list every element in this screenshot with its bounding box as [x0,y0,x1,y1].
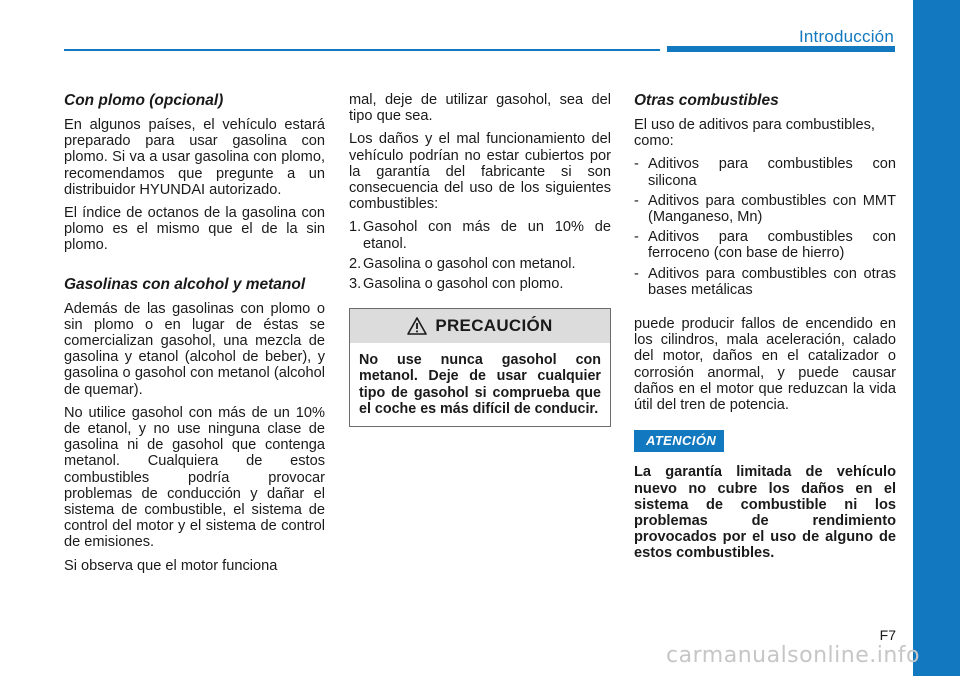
list-item: - Aditivos para combustibles con silicona [634,156,896,189]
dash-list [634,156,896,298]
caution-box [349,308,611,427]
section-title: Introducción [798,27,894,46]
heading-leaded: Con plomo (opcional) [64,92,224,109]
warning-triangle-icon [407,317,427,335]
caution-title: PRECAUCIÓN [435,316,553,336]
column-left [64,92,325,581]
caution-header [350,309,610,343]
paragraph: Además de las gasolinas con plomo o sin plomo o en lugar de éstas se comercializan gasohol, una mezcla de gasolina y etanol (alcohol de beber), y gasolina o gasohol con metanol (alcohol de quemar). [64,300,325,398]
numbered-list [349,219,611,292]
paragraph: Si observa que el motor funciona [64,557,278,574]
watermark: carmanualsonline.info [666,643,920,668]
header-rule-accent [667,46,895,52]
paragraph: No utilice gasohol con más de un 10% de etanol, y no use ninguna clase de gasolina ni de gasohol que contenga metanol. Cualquiera de estos combustibles podría provocar problemas de conducción y dañar el sistema de combustible, el sistema de control del motor y el sistema de control de emisiones. [64,404,325,551]
page-number: F7 [879,627,896,643]
paragraph: puede producir fallos de encendido en los cilindros, mala aceleración, calado del motor, daños en el catalizador o corrosión anormal, y puede causar daños en el motor que reduzcan la vida útil del tren de potencia. [634,316,896,414]
list-item: 2. Gasolina o gasohol con metanol. [349,255,576,272]
header-rule [64,49,660,51]
paragraph: En algunos países, el vehículo estará preparado para usar gasolina con plomo. Si va a usar gasolina con plomo, recomendamos que pregunte a un distribuidor HYUNDAI autorizado. [64,117,325,198]
list-item: - Aditivos para combustibles con otras bases metálicas [634,265,896,298]
paragraph: Los daños y el mal funcionamiento del vehículo podrían no estar cubiertos por la garantía del fabricante si son consecuencia del uso de los siguientes combustibles: [349,131,611,213]
list-item: 1. Gasohol con más de un 10% de etanol. [349,219,611,252]
column-right [634,92,896,569]
heading-alcohol-fuels: Gasolinas con alcohol y metanol [64,275,306,293]
notice-text: La garantía limitada de vehículo nuevo no cubre los daños en el sistema de combustible ni los problemas de rendimiento provocados por el uso de alguno de estos combustibles. [634,464,896,562]
paragraph: El índice de octanos de la gasolina con plomo es el mismo que el de la sin plomo. [64,205,325,254]
paragraph: mal, deje de utilizar gasohol, sea del tipo que sea. [349,92,611,125]
caution-text: No use nunca gasohol con metanol. Deje de usar cualquier tipo de gasohol si comprueba que el coche es más difícil de conducir. [359,352,601,417]
paragraph: El uso de aditivos para combustibles, como: [634,117,875,150]
list-item: - Aditivos para combustibles con ferroceno (con base de hierro) [634,229,896,262]
column-middle [349,92,611,427]
notice-badge: ATENCIÓN [634,430,724,452]
list-item: - Aditivos para combustibles con MMT (Manganeso, Mn) [634,192,896,226]
side-tab-bar [913,0,960,676]
heading-other-fuels: Otras combustibles [634,92,779,109]
list-item: 3. Gasolina o gasohol con plomo. [349,276,564,293]
